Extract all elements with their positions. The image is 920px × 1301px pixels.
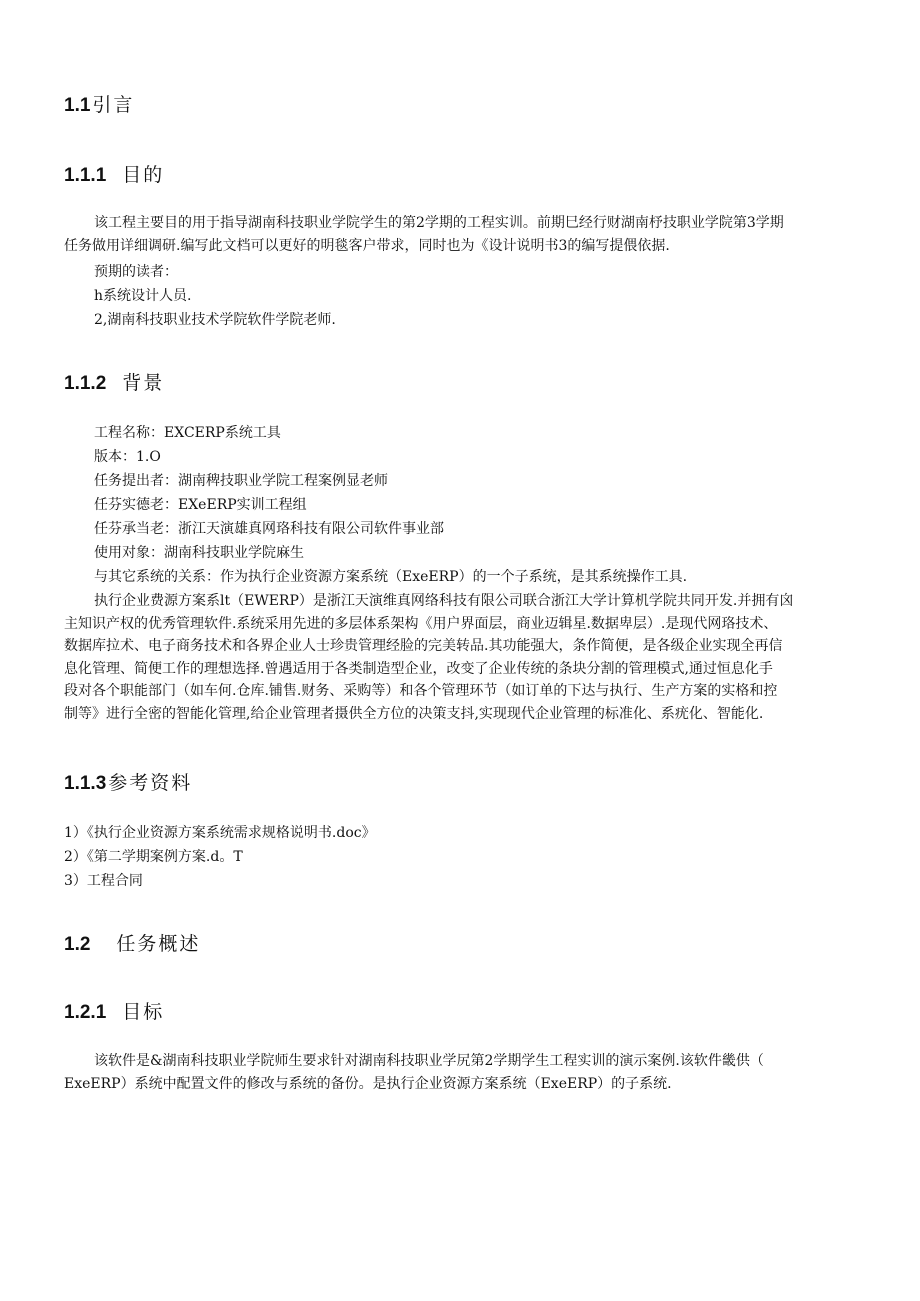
heading-number: 1.1.2 xyxy=(64,373,107,394)
paragraph-line: 制等》进行全密的智能化管理,给企业管理者摄供全方位的决策支抖,实现现代企业管理的标准化、系疣化、智能化. xyxy=(64,705,764,722)
goal-paragraph xyxy=(64,1050,856,1095)
heading-number: 1.1.3 xyxy=(64,773,107,794)
heading-title: 参考资料 xyxy=(108,772,193,794)
paragraph-line: 主知识产权的优秀管理软件.系统采用先进的多层体系架构《用户界面层，商业迈辑星.数据卑层）.是现代网珞技术、 xyxy=(64,615,778,632)
heading-1-2 xyxy=(64,929,200,956)
heading-1-1-1 xyxy=(64,160,164,187)
paragraph-line: 执行企业费源方案系lt（EWERP）是浙江天演维真网络科技有限公司联合浙江大学计算机学院共同开发.并拥有囟 xyxy=(94,593,794,609)
readers-title: 预期的读者： xyxy=(94,264,178,280)
background-description xyxy=(64,590,856,725)
reference-item: 2）《第二学期案例方案.d。T xyxy=(64,849,243,865)
paragraph-line: 息化管理、简便工作的理想选择.曾遇适用于各类制造型企业，改变了企业传统的条块分割的管理模式,通过恒息化手 xyxy=(64,660,773,677)
heading-1-2-1 xyxy=(64,997,164,1024)
project-name: 工程名称：EXCERP系统工具 xyxy=(94,425,281,441)
heading-1-1-3 xyxy=(64,768,192,795)
reference-item: 1）《执行企业资源方案系统需求规格说明书.doc》 xyxy=(64,825,376,841)
heading-title: 目标 xyxy=(122,1001,165,1023)
heading-number: 1.2 xyxy=(64,934,91,955)
task-developer: 任芬实德老：EXeERP实训工程组 xyxy=(94,497,307,513)
purpose-paragraph xyxy=(64,212,856,257)
task-proposer: 任务提出者：湖南稗技职业学院工程案例显老师 xyxy=(94,473,388,489)
heading-1-1 xyxy=(64,90,134,117)
target-users: 使用对象：湖南科技职业学院麻生 xyxy=(94,545,304,561)
version: 版本：1.O xyxy=(94,449,161,465)
heading-title: 引言 xyxy=(92,94,135,116)
paragraph-line: 段对各个职能部门（如车何.仓库.铺售.财务、采购等）和各个管理环节（如订单的下达与执行、生产方案的实格和控 xyxy=(64,683,778,699)
paragraph-line: 该工程主要目的用于指导湖南科技职业学院学生的第2学期的工程实训。前期巳经行财湖南杼技职业学院第3学期 xyxy=(94,215,784,231)
paragraph-line: ExeERP）系统中配置文件的修改与系统的备份。是执行企业资源方案系统（ExeERP）的子系统. xyxy=(64,1075,672,1092)
paragraph-line: 该软件是&湖南科技职业学院师生要求针对湖南科技职业学尻第2学期学生工程实训的演示案例.该软件畿供（ xyxy=(94,1053,764,1069)
reference-item: 3）工程合同 xyxy=(64,873,143,889)
task-undertaker: 任芬承当老：浙江天演雄真网珞科技有限公司软件事业部 xyxy=(94,521,444,537)
heading-title: 背景 xyxy=(122,372,165,394)
heading-1-1-2 xyxy=(64,368,164,395)
system-relation: 与其它系统的关系：作为执行企业资源方案系统（ExeERP）的一个子系统，是其系统操作工具. xyxy=(94,569,688,585)
heading-title: 目的 xyxy=(122,164,165,186)
reader-item: h系统设计人员. xyxy=(94,288,192,304)
heading-number: 1.1 xyxy=(64,95,91,116)
paragraph-line: 数据库拉术、电子商务技术和各界企业人士珍贵管理经脸的完美转品.其功能强大，条作简便，是各级企业实现全再信 xyxy=(64,638,783,654)
heading-number: 1.1.1 xyxy=(64,165,107,186)
heading-title: 任务概述 xyxy=(116,933,201,955)
paragraph-line: 任务做用详细调研.编写此文档可以更好的明毯客户带求，同时也为《设计说明书3的编写提偎依据. xyxy=(64,237,670,254)
reader-item: 2,湖南科技职业技术学院软件学院老师. xyxy=(94,312,336,328)
heading-number: 1.2.1 xyxy=(64,1002,107,1023)
